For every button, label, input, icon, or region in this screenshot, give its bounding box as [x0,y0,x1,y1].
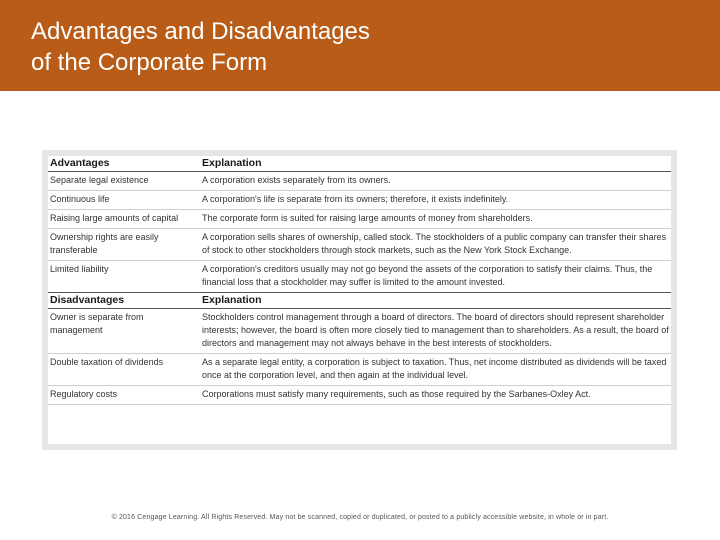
explanation-column-header: Explanation [200,293,671,309]
copyright-notice: © 2016 Cengage Learning. All Rights Reserved. May not be scanned, copied or duplicated, or posted to a publicly accessible website, in whole or in part. [111,514,609,521]
table-row [48,229,671,261]
table-frame [42,150,677,450]
table-row [48,210,671,229]
advantages-column-header: Advantages [48,156,200,172]
advantage-item: Ownership rights are easily transferable [48,229,200,261]
advantage-item: Continuous life [48,191,200,210]
table-panel [48,156,671,444]
disadvantage-explanation: As a separate legal entity, a corporation is subject to taxation. Thus, net income distributed as dividends will be taxed once at the corporation level, and then again at the individual level. [200,354,671,386]
disadvantage-item: Double taxation of dividends [48,354,200,386]
table-row [48,354,671,386]
advantage-explanation: A corporation's creditors usually may not go beyond the assets of the corporation to satisfy their claims. Thus, the financial loss that a stockholder may suffer is limited to the amount invested. [200,261,671,293]
advantage-item: Separate legal existence [48,172,200,191]
explanation-column-header: Explanation [200,156,671,172]
disadvantage-explanation: Stockholders control management through a board of directors. The board of directors should represent shareholder interests; however, the board is often more closely tied to management than to shareholders. As a result, the board of directors and management may not always behave in the best interests of stockholders. [200,309,671,354]
disadvantages-header-row [48,293,671,309]
disadvantage-item: Owner is separate from management [48,309,200,354]
disadvantage-explanation: Corporations must satisfy many requirements, such as those required by the Sarbanes-Oxley Act. [200,386,671,405]
advantage-explanation: A corporation sells shares of ownership, called stock. The stockholders of a public company can transfer their shares of stock to other stockholders through stock markets, such as the New York Stock Exchange. [200,229,671,261]
corporate-form-table [48,156,671,405]
table-row [48,191,671,210]
table-row [48,386,671,405]
advantage-item: Limited liability [48,261,200,293]
slide-title-line-1: Advantages and Disadvantages [31,18,370,45]
title-banner [0,0,720,91]
advantage-explanation: A corporation's life is separate from its owners; therefore, it exists indefinitely. [200,191,671,210]
disadvantage-item: Regulatory costs [48,386,200,405]
table-row [48,172,671,191]
table-row [48,309,671,354]
table-row [48,261,671,293]
slide-title-line-2: of the Corporate Form [31,49,268,76]
disadvantages-column-header: Disadvantages [48,293,200,309]
advantage-explanation: A corporation exists separately from its owners. [200,172,671,191]
advantage-explanation: The corporate form is suited for raising large amounts of money from shareholders. [200,210,671,229]
advantage-item: Raising large amounts of capital [48,210,200,229]
slide-title [31,16,370,78]
advantages-header-row [48,156,671,172]
